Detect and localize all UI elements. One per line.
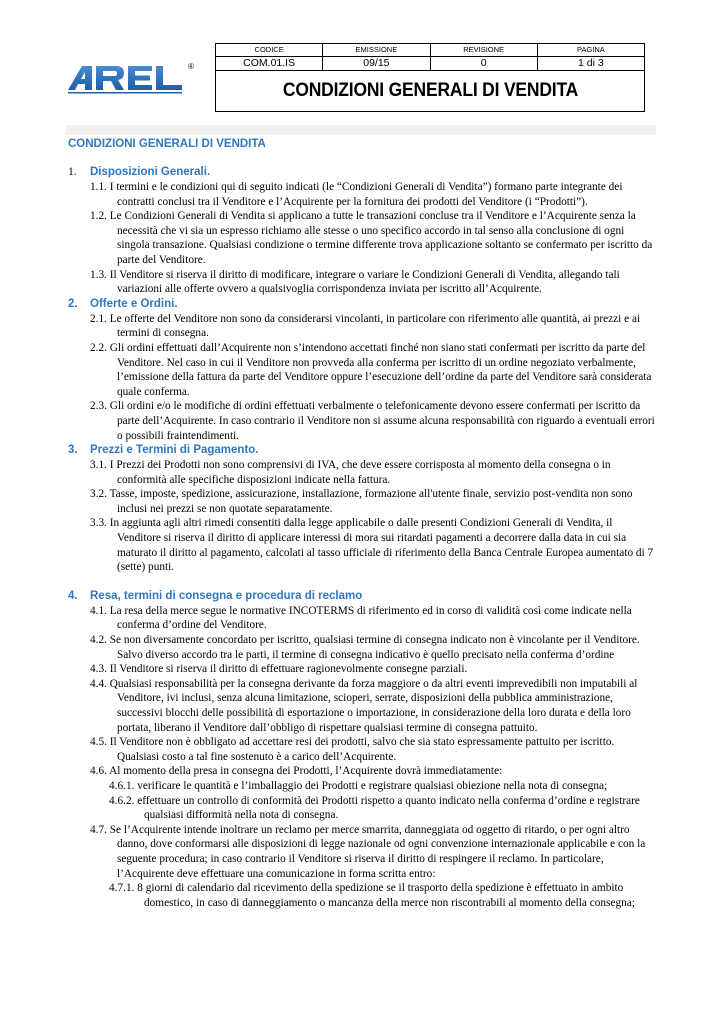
clause-4-4: 4.4. Qualsiasi responsabilità per la consegna derivante da forza maggiore o da altri eventi imprevedibili non imputabili al Venditore, ivi inclusi, senza alcuna limitazione, scioperi, serrate, disposizioni della pubblica amministrazione, successivi blocchi delle possibilità di esportazione o importazione, in considerazione della loro durata e della loro portata, liberano il Venditore dall’obbligo di rispettare qualsiasi termine di consegna pattuito. — [90, 677, 638, 734]
header-label-codice: CODICE — [216, 44, 323, 57]
clause-2-3: 2.3. Gli ordini e/o le modifiche di ordini effettuati verbalmente o telefonicamente devono essere confermati per iscritto da parte dell’Acquirente. In caso contrario il Venditore non si assume alcuna responsabilità con riguardo a eventuali errori o possibili fraintendimenti. — [90, 400, 655, 442]
clause-4-3: 4.3. Il Venditore si riserva il diritto di effettuare ragionevolmente consegne parziali. — [90, 663, 468, 676]
header-label-revisione: REVISIONE — [430, 44, 537, 57]
header-title-row — [216, 71, 645, 112]
clause-2-1: 2.1. Le offerte del Venditore non sono da considerarsi vincolanti, in particolare con riferimento alle quantità, ai prezzi e ai termini di consegna. — [90, 312, 641, 340]
spacer — [68, 575, 658, 589]
arel-logo-graphic — [66, 60, 198, 96]
clause-4-7: 4.7. Se l’Acquirente intende inoltrare un reclamo per merce smarrita, danneggiata od oggetto di ritardo, o per ogni altro danno, dove conformarsi alle disposizioni di legge nazionale od ogni convenzione internazionale applicabile e con la seguente procedura; in caso contrario il Venditore si riserva il diritto di respingere il reclamo. In particolare, l’Acquirente deve effettuare una comunicazione in forma scritta entro: — [90, 823, 646, 880]
section-heading-text: Offerte e Ordini. — [90, 297, 178, 310]
section-number: 1. — [68, 166, 77, 178]
section-heading-4 — [68, 589, 658, 604]
clause-4-6-2: 4.6.2. effettuare un controllo di conformità dei Prodotti rispetto a quanto indicato nella conferma d’ordine e registrare qualsiasi difformità nella nota di consegna. — [109, 794, 640, 822]
section-number: 4. — [68, 589, 78, 602]
section-band — [66, 125, 656, 135]
section-heading-text: Prezzi e Termini di Pagamento. — [90, 444, 259, 457]
section-number: 3. — [68, 444, 78, 457]
clause-4-1: 4.1. La resa della merce segue le normative INCOTERMS di riferimento ed in corso di validità così come indicate nella conferma d’ordine del Venditore. — [90, 604, 632, 632]
section-heading-1 — [68, 165, 658, 180]
section-title: CONDIZIONI GENERALI DI VENDITA — [68, 138, 266, 150]
clause-1-2: 1.2. Le Condizioni Generali di Vendita si applicano a tutte le transazioni concluse tra il Venditore e l’Acquirente senza la necessità che vi sia un espresso richiamo alle stesse o uno specifico accordo in tal senso alla conclusione di ogni singola transazione. Qualsiasi condizione o termine differente trova applicazione soltanto se confermato per iscritto da parte del Venditore. — [90, 210, 653, 266]
header-value-revisione: 0 — [430, 57, 537, 71]
section-heading-3 — [68, 443, 658, 458]
header-value-emissione: 09/15 — [323, 57, 430, 71]
header-label-pagina: PAGINA — [537, 44, 644, 57]
clause-3-3: 3.3. In aggiunta agli altri rimedi consentiti dalla legge applicabile o dalle presenti Condizioni Generali di Vendita, il Venditore si riserva il diritto di applicare interessi di mora sui ritardati pagamenti a decorrere dalla data in cui sia maturato il diritto al pagamento, calcolati al tasso ufficiale di riferimento della Banca Centrale Europea aumentato di 7 (sette) punti. — [90, 517, 654, 574]
clause-1-3: 1.3. Il Venditore si riserva il diritto di modificare, integrare o variare le Condizioni Generali di Vendita, allegando tali variazioni alle offerte ovvero a qualsivoglia corrispondenza inviata per iscritto all’Acquirente. — [90, 268, 620, 296]
clause-3-2: 3.2. Tasse, imposte, spedizione, assicurazione, installazione, formazione all'utente finale, servizio post-vendita non sono inclusi nei prezzi se non quotate separatamente. — [90, 488, 633, 515]
header-label-emissione: EMISSIONE — [323, 44, 430, 57]
document-title: CONDIZIONI GENERALI DI VENDITA — [233, 71, 628, 112]
clause-4-7-1: 4.7.1. 8 giorni di calendario dal ricevimento della spedizione se il trasporto della spedizione è effettuato in ambito domestico, in caso di danneggiamento o mancanza della merce non riscontrabili al momento della consegna; — [109, 882, 635, 909]
section-number: 2. — [68, 297, 78, 310]
company-logo — [66, 60, 198, 96]
document-header-table — [215, 43, 645, 112]
header-values-row — [216, 57, 645, 71]
clause-4-5: 4.5. Il Venditore non è obbligato ad accettare resi dei prodotti, salvo che sia stato espressamente pattuito per iscritto. Qualsiasi costo a tal fine sostenuto è a carico dell’Acquirente. — [90, 736, 615, 763]
header-value-pagina: 1 di 3 — [537, 57, 644, 71]
clause-3-1: 3.1. I Prezzi dei Prodotti non sono comprensivi di IVA, che deve essere corrisposta al momento della consegna o in conformità alle specifiche disposizioni indicate nella fattura. — [90, 459, 611, 486]
clause-2-2: 2.2. Gli ordini effettuati dall’Acquirente non s’intendono accettati finché non siano stati confermati per iscritto da parte del Venditore. Nel caso in cui il Venditore non provveda alla conferma per iscritto di un ordine negoziato verbalmente, l’emissione della fattura da parte del Venditore oppure l’esecuzione dell’ordine da parte del Venditore sarà considerata quale conferma. — [90, 341, 652, 398]
registered-mark: ® — [188, 62, 194, 71]
header-labels-row — [216, 44, 645, 57]
section-heading-text: Disposizioni Generali. — [90, 166, 211, 178]
section-heading-text: Resa, termini di consegna e procedura di reclamo — [90, 589, 363, 602]
clause-1-1: 1.1. I termini e le condizioni qui di seguito indicati (le “Condizioni Generali di Vendita”) formano parte integrante dei contratti conclusi tra il Venditore e l’Acquirente per la fornitura dei prodotti del Venditore (i “Prodotti”). — [90, 181, 623, 208]
document-body — [68, 165, 658, 910]
header-value-codice: COM.01.IS — [216, 57, 323, 71]
clause-4-6-1: 4.6.1. verificare le quantità e l’imballaggio dei Prodotti e registrare qualsiasi obiezione nella nota di consegna; — [109, 779, 608, 792]
clause-4-2: 4.2. Se non diversamente concordato per iscritto, qualsiasi termine di consegna indicato non è vincolante per il Venditore. Salvo diverso accordo tra le parti, il termine di consegna indicativo è quello precisato nella conferma d’ordine — [90, 634, 640, 661]
clause-4-6: 4.6. Al momento della presa in consegna dei Prodotti, l’Acquirente dovrà immediatamente: — [90, 765, 503, 778]
section-heading-2 — [68, 297, 658, 312]
